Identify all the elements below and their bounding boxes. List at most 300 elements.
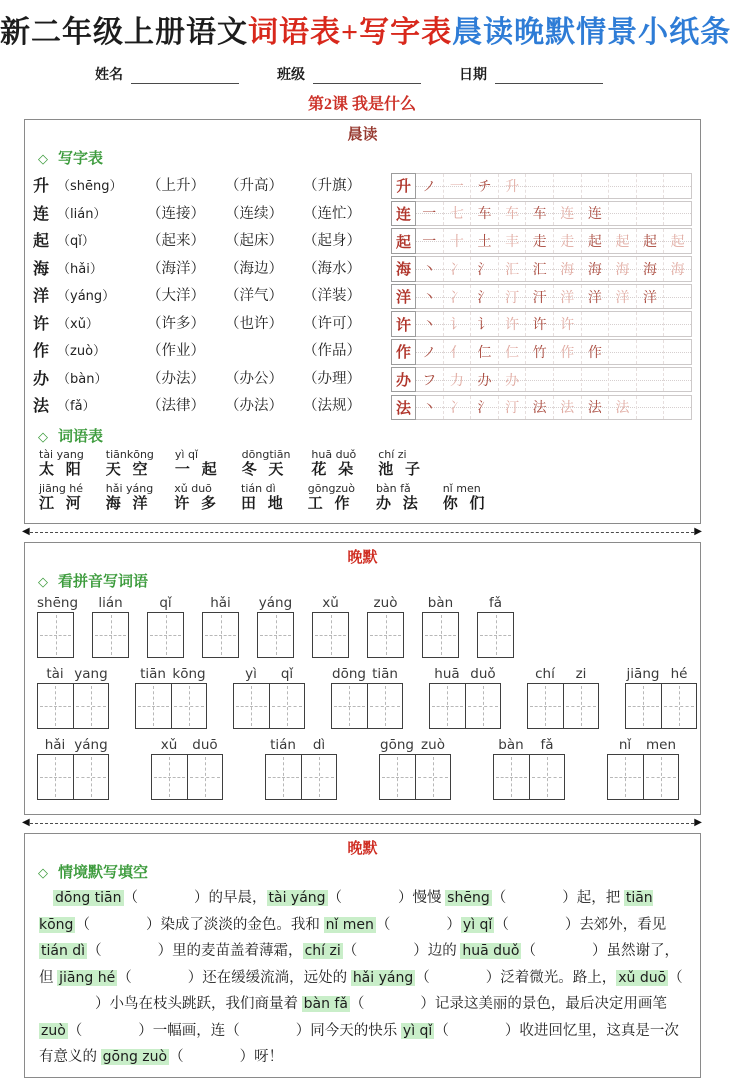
character-grid-box[interactable] [37,612,74,658]
practice-stroke-cell: 海 [670,262,685,278]
practice-stroke-cell: 一 [444,174,472,198]
practice-stroke-cell [664,340,691,364]
practice-stroke-cell: 起 [670,235,685,251]
evening2-section-label: 晚默 [347,841,378,858]
write-word: （办法） [147,370,205,387]
cloze-blank[interactable]: （ ） [494,916,580,933]
character-grid-box[interactable] [37,754,109,800]
double-grid-group [135,666,207,729]
write-table [33,171,391,422]
cloze-blank[interactable]: （ ） [349,996,435,1013]
write-pinyin: （xǔ） [57,316,99,332]
grid-cell[interactable] [269,684,305,728]
single-grid-group [422,595,459,658]
word-item [376,483,422,513]
grid-pinyin: hǎi [210,595,231,612]
class-label: 班级 [277,68,305,83]
lesson-title: 第2课 我是什么 [307,96,416,113]
practice-strip[interactable] [416,284,692,310]
word-item [443,483,489,513]
cloze-blank[interactable]: （ ） [75,916,161,933]
grid-pinyin-pair [265,737,337,754]
grid-pinyin-pair [37,737,109,754]
practice-strip[interactable] [416,228,692,254]
practice-strip[interactable] [416,339,692,365]
practice-stroke-cell: 十 [444,229,472,253]
practice-stroke-cell: 土 [471,229,499,253]
character-grid-box[interactable] [233,683,305,729]
word-characters: 办 法 [375,496,422,513]
character-grid-box[interactable] [147,612,184,658]
word-item [39,483,85,513]
cloze-blank[interactable]: （） [95,969,683,1013]
write-word: （海边） [225,260,283,277]
character-grid-box[interactable] [422,612,459,658]
practice-stroke-cell: 汀 [499,285,527,309]
write-word: （也许） [225,315,283,332]
practice-stroke-cell: 法 [526,396,554,420]
character-grid-box[interactable] [493,754,565,800]
grid-pinyin: bàn [427,595,454,612]
cloze-text: 一幅画，连 [152,1022,226,1039]
write-pinyin: （hǎi） [57,261,103,277]
character-grid-box[interactable] [265,754,337,800]
morning-section-label: 晨读 [347,127,378,143]
grid-cell[interactable] [93,613,128,657]
grid-cell[interactable] [148,613,183,657]
grid-pinyin: gōng [380,737,414,754]
cloze-blank[interactable]: （ ） [67,1022,153,1039]
word-item [106,483,153,513]
grid-pinyin: fǎ [540,737,554,754]
diamond-icon: ◇ [38,151,48,166]
cloze-pinyin-highlight: shēng [447,890,490,907]
grid-cell[interactable] [73,684,109,728]
write-table-row [33,199,391,227]
write-table-row [33,171,391,199]
grid-pinyin: tiān [140,666,166,683]
word-characters: 田 地 [241,496,287,513]
grid-pinyin-pair [233,666,305,683]
grid-pinyin: xǔ [322,595,339,612]
grid-pinyin: zi [575,666,587,683]
cloze-text: 去郊外，看见 [579,916,667,933]
double-grid-group [625,666,697,729]
grid-cell[interactable] [332,684,367,728]
double-grid-group [527,666,599,729]
grid-pinyin-pair [135,666,207,683]
write-word: （海水） [303,260,361,277]
cloze-text: 小鸟在枝头跳跃，我们商量着 [109,996,302,1013]
class-input-line[interactable] [313,69,421,84]
title-blue-part: 晨读晚默情景小纸条 [452,16,731,49]
practice-strip[interactable] [416,173,692,199]
word-pinyin: tián dì [241,482,276,496]
grid-pinyin-pair [625,666,697,683]
cut-arrow-left-icon: ◀ [22,526,30,538]
grid-pinyin: yang [74,666,108,683]
grid-cell[interactable] [415,755,451,799]
cloze-text: 染成了淡淡的金色。我和 [160,916,324,933]
write-table-row [33,309,391,337]
morning-section [24,119,701,524]
date-label: 日期 [459,68,487,83]
word-table [39,449,692,513]
cloze-blank[interactable]: （ ） [521,943,607,960]
practice-stroke-cell: 氵 [471,285,499,309]
practice-stroke-cell: 走 [526,229,554,253]
write-word: （洋气） [225,288,283,305]
diamond-icon: ◇ [38,574,48,590]
write-table-row [33,336,391,364]
grid-cell[interactable] [465,684,501,728]
grid-pinyin: bàn [498,737,524,754]
practice-row [391,311,692,337]
grid-cell[interactable] [136,684,171,728]
grid-pinyin: kōng [172,666,206,683]
practice-stroke-cell: 汇 [499,257,527,281]
name-input-line[interactable] [131,69,239,84]
cloze-text: 记录这美丽的景色，最后决定用画笔 [434,996,667,1013]
practice-stroke-cell [637,312,665,336]
grid-pinyin: zuò [421,737,445,754]
diamond-icon: ◇ [38,865,48,881]
practice-strip[interactable] [416,256,692,282]
cloze-blank[interactable]: （ ） [342,943,428,960]
practice-stroke-cell [526,368,554,392]
write-pinyin: （bàn） [57,371,108,387]
cloze-pinyin-highlight: tiān kōng [39,890,653,933]
character-grid-box[interactable] [607,754,679,800]
character-grid-box[interactable] [135,683,207,729]
practice-lead-char: 海 [391,256,416,282]
cut-dash-line [30,823,695,824]
grid-pinyin: huā [434,666,460,683]
cloze-pinyin-highlight: yì qǐ [402,1022,433,1039]
word-characters: 一 起 [174,462,221,479]
practice-lead-char: 洋 [391,284,416,310]
cloze-blank[interactable]: （ ） [169,1049,255,1066]
practice-stroke-cell: 一 [416,202,444,226]
practice-strip[interactable] [416,311,692,337]
practice-row [391,256,692,282]
character-grid-box[interactable] [477,612,514,658]
write-word: （洋装） [303,288,361,305]
grid-cell[interactable] [203,613,238,657]
character-grid-box[interactable] [257,612,294,658]
practice-stroke-cell: 汇 [526,257,554,281]
write-char: 法 [33,398,50,416]
cloze-blank[interactable]: （ ） [123,890,209,907]
practice-stroke-cell: 冫 [444,285,472,309]
grid-cell[interactable] [38,755,73,799]
single-char-grid-row [37,595,692,658]
grid-pinyin-pair [37,666,109,683]
cloze-pinyin-highlight: xǔ duō [618,969,667,986]
cloze-text: 呀！ [254,1049,284,1066]
practice-stroke-cell: 亻 [444,340,472,364]
practice-stroke-cell [526,174,554,198]
name-label: 姓名 [95,68,123,83]
character-grid-box[interactable] [331,683,403,729]
practice-stroke-cell: 车 [526,202,554,226]
practice-stroke-cell [637,368,665,392]
grid-cell[interactable] [187,755,223,799]
practice-stroke-cell: 冫 [444,257,472,281]
practice-stroke-cell: 作 [582,340,610,364]
write-word: （办公） [225,370,283,387]
cloze-pinyin-highlight: gōng zuò [102,1049,168,1066]
practice-stroke-cell: 连 [554,202,582,226]
practice-lead-char: 升 [391,173,416,199]
cloze-pinyin-highlight: huā duǒ [462,943,520,960]
practice-lead-char: 许 [391,311,416,337]
character-grid-box[interactable] [367,612,404,658]
pinyin-writing-header: ◇ 看拼音写词语 [38,574,149,591]
double-grid-group [607,737,679,800]
cloze-pinyin-highlight: jiāng hé [59,969,116,986]
cloze-blank[interactable]: （ ） [434,1022,520,1039]
word-item [378,449,424,479]
practice-stroke-cell: 许 [499,312,527,336]
grid-cell[interactable] [661,684,697,728]
write-char: 海 [33,260,50,278]
write-pinyin: （zuò） [57,344,107,360]
grid-pinyin: qǐ [159,595,172,612]
grid-cell[interactable] [478,613,513,657]
practice-stroke-cell: 丶 [416,312,444,336]
cloze-blank[interactable]: （ ） [327,890,413,907]
grid-pinyin: yì [245,666,257,683]
practice-stroke-cell: 讠 [444,312,472,336]
cloze-paragraph [39,885,688,1071]
practice-stroke-cell: ノ [416,174,444,198]
grid-pinyin: yáng [74,737,108,754]
practice-stroke-cell: 洋 [582,285,610,309]
write-char: 起 [33,233,50,251]
word-pinyin: jiāng hé [39,482,84,496]
character-grid-box[interactable] [527,683,599,729]
practice-stroke-cell [609,174,637,198]
diamond-icon: ◇ [38,429,48,445]
cloze-pinyin-highlight: zuò [41,1022,66,1039]
word-table-header: ◇ 词语表 [38,429,104,446]
double-char-grid-row-2 [37,737,692,800]
word-pinyin: tiānkōng [105,448,154,462]
grid-cell[interactable] [313,613,348,657]
cloze-text: 边的 [427,943,461,960]
cloze-blank[interactable]: （ ） [375,916,461,933]
cloze-blank[interactable]: （ ） [415,969,501,986]
double-grid-group [331,666,403,729]
word-pinyin: chí zi [378,448,407,462]
practice-stroke-cell [637,174,665,198]
grid-pinyin: tián [270,737,296,754]
character-grid-box[interactable] [312,612,349,658]
worksheet-page [0,14,731,1066]
word-pinyin: huā duǒ [311,448,357,462]
grid-cell[interactable] [73,755,109,799]
practice-stroke-cell: 仁 [471,340,499,364]
practice-lead-char: 作 [391,339,416,365]
practice-stroke-cell: ノ [416,340,444,364]
grid-cell[interactable] [368,613,403,657]
word-item [241,483,287,513]
grid-pinyin: xǔ [160,737,178,754]
grid-cell[interactable] [494,755,529,799]
practice-stroke-cell: 起 [609,229,637,253]
word-table-row [39,483,692,513]
practice-stroke-cell [609,368,637,392]
write-word: （海洋） [147,260,205,277]
grid-cell[interactable] [266,755,301,799]
character-grid-box[interactable] [202,612,239,658]
grid-cell[interactable] [38,613,73,657]
grid-cell[interactable] [529,755,565,799]
write-word: （连忙） [303,205,361,222]
practice-stroke-cell: 冫 [444,396,472,420]
practice-stroke-cell: 一 [416,229,444,253]
grid-cell[interactable] [152,755,187,799]
word-table-row [39,449,692,479]
cloze-text: 里的麦苗盖着薄霜， [172,943,303,960]
grid-cell[interactable] [430,684,465,728]
double-grid-group [37,737,109,800]
character-grid-box[interactable] [429,683,501,729]
cloze-blank[interactable]: （ ） [87,943,173,960]
grid-cell[interactable] [234,684,269,728]
grid-cell[interactable] [563,684,599,728]
write-word: （起来） [147,233,205,250]
character-grid-box[interactable] [151,754,223,800]
practice-row [391,395,692,421]
write-word: （上升） [147,178,205,195]
word-pinyin: bàn fǎ [375,482,411,496]
evening-dictation-section [24,542,701,815]
grid-pinyin: chí [535,666,555,683]
write-word: （升高） [225,178,283,195]
single-grid-group [257,595,294,658]
cut-dash-line [30,532,695,533]
single-grid-group [37,595,79,658]
practice-stroke-cell [582,368,610,392]
practice-row [391,284,692,310]
grid-pinyin: tiān [372,666,398,683]
grid-cell[interactable] [38,684,73,728]
cloze-pinyin-highlight: bàn fǎ [303,996,348,1013]
character-grid-box[interactable] [37,683,109,729]
practice-stroke-cell: 丶 [416,257,444,281]
word-characters: 海 洋 [105,496,152,513]
grid-cell[interactable] [367,684,403,728]
practice-stroke-cell: 丶 [416,396,444,420]
grid-cell[interactable] [608,755,643,799]
practice-stroke-cell: 海 [582,257,610,281]
practice-stroke-cell: 许 [526,312,554,336]
word-item [308,483,355,513]
grid-cell[interactable] [626,684,661,728]
grid-cell[interactable] [301,755,337,799]
cloze-blank[interactable]: （ ） [225,1022,311,1039]
double-grid-group [37,666,109,729]
double-grid-group [493,737,565,800]
practice-stroke-cell: 洋 [609,285,637,309]
grid-pinyin: duō [192,737,218,754]
character-grid-box[interactable] [625,683,697,729]
date-input-line[interactable] [495,69,603,84]
practice-stroke-cell: 汗 [526,285,554,309]
grid-pinyin: men [645,737,676,754]
cloze-text: 收进回忆里，这真是一次有意义的 [39,1022,679,1066]
grid-cell[interactable] [528,684,563,728]
evening1-section-label: 晚默 [347,550,378,567]
practice-strip[interactable] [416,367,692,393]
practice-lead-char: 办 [391,367,416,393]
grid-pinyin: dōng [332,666,366,683]
grid-pinyin: qǐ [280,666,294,683]
grid-pinyin: tài [46,666,64,683]
single-grid-group [202,595,239,658]
grid-cell[interactable] [380,755,415,799]
practice-stroke-cell: 氵 [471,257,499,281]
word-characters: 许 多 [174,496,221,513]
practice-lead-char: 法 [391,395,416,421]
title-red-part: 词语表+写字表 [248,16,453,49]
practice-stroke-cell: 力 [444,368,472,392]
practice-strip[interactable] [416,395,692,421]
word-pinyin: gōngzuò [307,482,355,496]
practice-stroke-cell: フ [416,368,444,392]
cloze-pinyin-highlight: yì qǐ [462,916,493,933]
cloze-blank[interactable]: （ ） [117,969,203,986]
cloze-blank[interactable]: （ ） [491,890,577,907]
write-char: 洋 [33,288,50,306]
practice-stroke-cell [664,285,691,309]
grid-cell[interactable] [258,613,293,657]
character-grid-box[interactable] [379,754,451,800]
write-word: （法律） [147,398,205,415]
practice-stroke-cell [664,312,691,336]
practice-lead-char: 连 [391,201,416,227]
practice-stroke-cell [637,202,665,226]
practice-stroke-cell [664,202,691,226]
word-characters: 江 河 [39,496,85,513]
word-pinyin: hǎi yáng [105,482,154,496]
practice-stroke-cell: 法 [609,396,637,420]
practice-stroke-cell: 法 [582,396,610,420]
write-pinyin: （yáng） [57,289,116,305]
write-word: （许多） [147,315,205,332]
write-pinyin: （shēng） [57,179,123,195]
write-char: 连 [33,205,50,223]
grid-cell[interactable] [171,684,207,728]
practice-stroke-cell [582,174,610,198]
write-pinyin: （lián） [57,206,107,222]
grid-pinyin: fǎ [488,595,503,612]
write-char: 办 [33,370,50,388]
practice-stroke-cell: 七 [444,202,472,226]
word-pinyin: yì qǐ [174,448,199,462]
grid-cell[interactable] [423,613,458,657]
practice-stroke-cell [609,312,637,336]
character-grid-box[interactable] [92,612,129,658]
double-grid-group [429,666,501,729]
grid-cell[interactable] [643,755,679,799]
practice-strip[interactable] [416,201,692,227]
write-table-area [33,171,692,422]
write-word: （办理） [303,370,361,387]
word-pinyin: nǐ men [442,482,481,496]
